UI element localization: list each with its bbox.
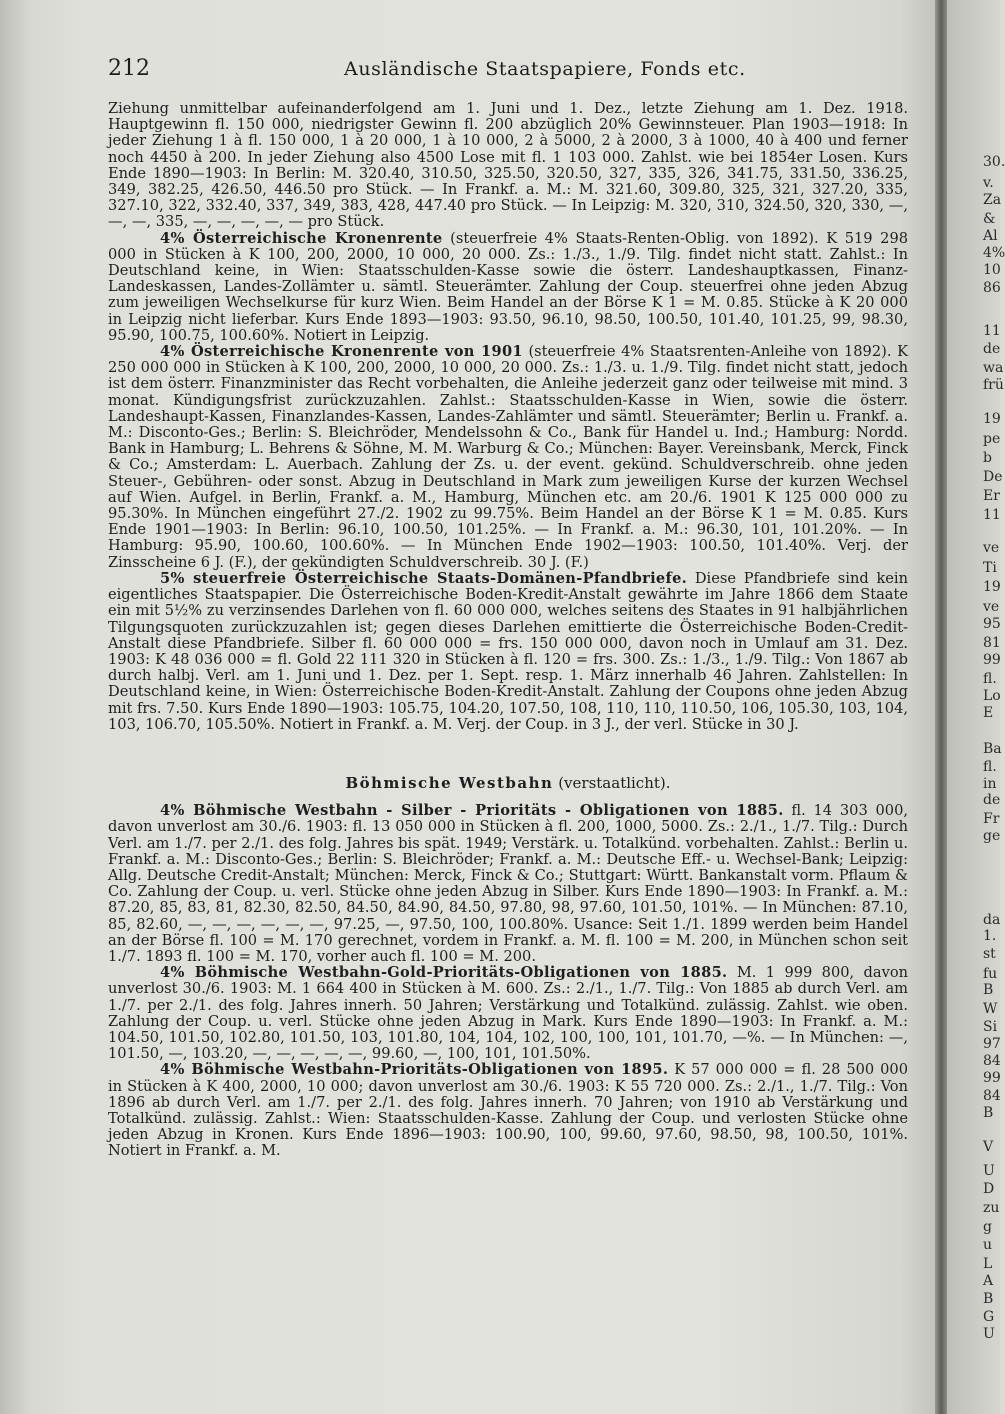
adjacent-page-text: 19 [983,411,1001,427]
adjacent-page-text: B [983,982,994,998]
adjacent-page-text: D [983,1181,995,1197]
entry-paragraph [108,965,908,1062]
adjacent-page-text: Si [983,1019,998,1035]
adjacent-page-text: U [983,1326,995,1342]
adjacent-page-text: 1. [983,928,997,944]
adjacent-page-text: st [983,946,996,962]
adjacent-page-text: Al [983,228,998,244]
adjacent-page-text: 11 [983,507,1001,523]
adjacent-page-text: ve [983,540,1000,556]
adjacent-page-text: v. [983,175,994,191]
page-number: 212 [108,56,150,81]
page-content [108,101,908,1160]
adjacent-page-text: wa [983,360,1004,376]
adjacent-page-text: de [983,792,1001,808]
entry-title: 4% Böhmische Westbahn-Gold-Prioritäts-Obligationen von 1885. [160,964,728,982]
adjacent-page-edge [947,0,1005,1414]
adjacent-page-text: de [983,341,1001,357]
adjacent-page-text: Za [983,192,1002,208]
entry-paragraph [108,101,908,231]
adjacent-page-text: W [983,1001,998,1017]
adjacent-page-text: 99 [983,1070,1001,1086]
adjacent-page-text: 11 [983,323,1001,339]
adjacent-page-text: 19 [983,579,1001,595]
page-header [108,56,908,86]
section-note: (verstaatlicht). [558,773,671,792]
adjacent-page-text: 30. [983,154,1005,170]
adjacent-page-text: zu [983,1200,1000,1216]
entry-paragraph [108,571,908,733]
entry-text: Ziehung unmittelbar aufeinanderfolgend am 1. Juni und 1. Dez., letzte Ziehung am 1. Dez. 1918. Hauptgewinn fl. 150 000, niedrigster Gewinn fl. 200 abzüglich 20% Gewinnsteuer. Plan 1903—1918: In jeder Ziehung 1 à fl. 150 000, 1 à 20 000, 1 à 10 000, 2 à 5000, 2 à 2000, 3 à 1000, 40 à 400 und ferner noch 4450 à 200. In jeder Ziehung also 4500 Lose mit fl. 1 103 000. Zahlst. wie bei 1854er Losen. Kurs Ende 1890—1903: In Berlin: M. 320.40, 310.50, 325.50, 320.50, 327, 335, 326, 341.75, 331.50, 336.25, 349, 382.25, 426.50, 446.50 pro Stück. — In Frankf. a. M.: M. 321.60, 309.80, 325, 321, 327.20, 335, 327.10, 322, 332.40, 337, 349, 383, 428, 447.40 pro Stück. — In Leipzig: M. 320, 310, 324.50, 320, 330, —, —, —, 335, —, —, —, —, — pro Stück. [108,100,908,231]
book-gutter [935,0,947,1414]
section-title: Böhmische Westbahn [345,773,554,792]
adjacent-page-text: B [983,1291,994,1307]
adjacent-page-text: 97 [983,1036,1001,1052]
adjacent-page-text: De [983,469,1003,485]
adjacent-page-text: 84 [983,1088,1001,1104]
entry-paragraph [108,231,908,344]
adjacent-page-text: & [983,211,996,227]
adjacent-page-text: Ti [983,560,997,576]
section-heading [108,775,908,791]
adjacent-page-text: fu [983,966,998,982]
adjacent-page-text: A [983,1273,994,1289]
adjacent-page-text: G [983,1309,995,1325]
adjacent-page-text: B [983,1105,994,1121]
entry-title: 5% steuerfreie Österreichische Staats-Domänen-Pfandbriefe. [160,569,688,587]
adjacent-page-text: 4% [983,245,1005,261]
adjacent-page-text: V [983,1139,994,1155]
adjacent-page-text: ve [983,599,1000,615]
entry-text: K 57 000 000 = fl. 28 500 000 in Stücken à K 400, 2000, 10 000; davon unverlost am 30./6. 1903: K 55 720 000. Zs.: 2./1., 1./7. Tilg.: Von 1896 ab durch Verl. am 1./7. per 2./1. des folg. Jahres innerh. 70 Jahren; von 1910 ab Verstärkung und Totalkünd. zulässig. Zahlst.: Wien: Staatsschulden-Kasse. Zahlung der Coup. und verlosten Stücke ohne jeden Abzug in Kronen. Kurs Ende 1896—1903: 100.90, 100, 99.60, 97.60, 98.50, 98, 100.50, 101%. Notiert in Frankf. a. M. [108,1061,909,1160]
entry-title: 4% Böhmische Westbahn-Prioritäts-Obligationen von 1895. [160,1061,669,1079]
adjacent-page-text: Fr [983,811,1000,827]
adjacent-page-text: fl. [983,671,997,687]
entry-title: 4% Österreichische Kronenrente von 1901 [160,343,523,361]
adjacent-page-text: ge [983,828,1001,844]
entry-title: 4% Böhmische Westbahn - Silber - Prioritäts - Obligationen von 1885. [160,802,784,820]
adjacent-page-text: 10 [983,262,1001,278]
adjacent-page-text: L [983,1256,993,1272]
adjacent-page-text: fl. [983,759,997,775]
entry-title: 4% Österreichische Kronenrente [160,229,443,247]
adjacent-page-text: E [983,705,994,721]
entry-text: (steuerfreie 4% Staats-Renten-Oblig. von 1892). K 519 298 000 in Stücken à K 100, 200, 2000, 10 000, 20 000. Zs.: 1./3., 1./9. Tilg. findet nicht statt. Zahlst.: In Deutschland keine, in Wien: Staatsschulden-Kasse sowie die österr. Landeshauptkassen, Finanz-Landeskassen, Landes-Zollämter u. sämtl. Steuerämter. Zahlung der Coup. steuerfrei ohne jeden Abzug zum jeweiligen Wechselkurse für kurz Wien. Beim Handel an der Börse K 1 = M. 0.85. Stücke à K 20 000 in Leipzig nicht lieferbar. Kurs Ende 1893—1903: 93.50, 96.10, 98.50, 100.50, 101.40, 101.25, 99, 98.30, 95.90, 100.75, 100.60%. Notiert in Leipzig. [108,229,909,344]
adjacent-page-text: da [983,912,1001,928]
adjacent-page-text: Ba [983,741,1002,757]
entry-text: fl. 14 303 000, davon unverlost am 30./6. 1903: fl. 13 050 000 in Stücken à fl. 200, 1000, 5000. Zs.: 2./1., 1./7. Tilg.: Durch Verl. am 1./7. per 2./1. des folg. Jahres bis spät. 1949; Verstärk. u. Totalkünd. vorbehalten. Zahlst.: Berlin u. Frankf. a. M.: Disconto-Ges.; Berlin: S. Bleichröder; Frankf. a. M.: Deutsche Eff.- u. Wechsel-Bank; Leipzig: Allg. Deutsche Credit-Anstalt; München: Merck, Finck & Co.; Stuttgart: Württ. Bankanstalt vorm. Pflaum & Co. Zahlung der Coup. u. verl. Stücke ohne jeden Abzug in Silber. Kurs Ende 1890—1903: In Frankf. a. M.: 87.20, 85, 83, 81, 82.30, 82.50, 84.50, 84.90, 84.50, 97.80, 98, 97.60, 101.50, 101%. — In München: 87.10, 85, 82.60, —, —, —, —, —, —, 97.25, —, 97.50, 100, 100.80%. Usance: Seit 1./1. 1899 werden beim Handel an der Börse fl. 100 = M. 170 gerechnet, vordem in Frankf. a. M. fl. 100 = M. 200, in München schon seit 1./7. 1893 fl. 100 = M. 170, vorher auch fl. 100 = M. 200. [108,802,908,965]
entry-text: Diese Pfandbriefe sind kein eigentliches Staatspapier. Die Österreichische Boden-Kredit-Anstalt gewährte im Jahre 1866 dem Staate ein mit 5½% zu verzinsendes Darlehen von fl. 60 000 000, welches seitens des Staates in 91 halbjährlichen Tilgungsquoten zurückzuzahlen ist; gegen dieses Darlehen emittierte die Österreichische Boden-Credit-Anstalt diese Pfandbriefe. Silber fl. 60 000 000 = frs. 150 000 000, davon noch in Umlauf am 31. Dez. 1903: K 48 036 000 = fl. Gold 22 111 320 in Stücken à fl. 120 = frs. 300. Zs.: 1./3., 1./9. Tilg.: Von 1867 ab durch halbj. Verl. am 1. Juni und 1. Dez. per 1. Sept. resp. 1. März innerhalb 46 Jahren. Zahlstellen: In Deutschland keine, in Wien: Österreichische Boden-Kredit-Anstalt. Zahlung der Coupons ohne jeden Abzug mit frs. 7.50. Kurs Ende 1890—1903: 105.75, 104.20, 107.50, 108, 110, 110, 110.50, 106, 105.30, 103, 104, 103, 106.70, 105.50%. Notiert in Frankf. a. M. Verj. der Coup. in 3 J., der verl. Stücke in 30 J. [108,569,908,733]
entry-paragraph [108,344,908,571]
adjacent-page-text: pe [983,431,1001,447]
adjacent-page-text: 84 [983,1053,1001,1069]
adjacent-page-text: frü [983,377,1004,393]
entry-text: M. 1 999 800, davon unverlost 30./6. 1903: M. 1 664 400 in Stücken à M. 600. Zs.: 2./1., 1./7. Tilg.: Von 1885 ab durch Verl. am 1./7. per 2./1. des folg. Jahres innerh. 50 Jahren; Verstärkung und Totalkünd. zulässig. Zahlst. wie oben. Zahlung der Coup. u. verl. Stücke ohne jeden Abzug in Mark. Kurs Ende 1890—1903: In Frankf. a. M.: 104.50, 101.50, 102.80, 101.50, 103, 101.80, 104, 104, 102, 100, 100, 101, 101.70, —%. — In München: —, 101.50, —, 103.20, —, —, —, —, —, 99.60, —, 100, 101, 101.50%. [108,964,909,1063]
adjacent-page-text: Er [983,488,1000,504]
adjacent-page-text: 95 [983,616,1001,632]
running-title: Ausländische Staatspapiere, Fonds etc. [344,58,746,80]
entry-text: (steuerfreie 4% Staatsrenten-Anleihe von 1892). K 250 000 000 in Stücken à K 100, 200, 2000, 10 000, 20 000. Zs.: 1./3. u. 1./9. Tilg. findet nicht statt, jedoch ist dem österr. Finanzminister das Recht vorbehalten, die Anleihe jederzeit ganz oder teilweise mit mind. 3 monat. Kündigungsfrist zurückzuzahlen. Zahlst.: Staatsschulden-Kasse in Wien, sowie die österr. Landeshaupt-Kassen, Finanzlandes-Kassen, Landes-Zahlämter und sämtl. Steuerämter; Berlin u. Frankf. a. M.: Disconto-Ges.; Berlin: S. Bleichröder, Mendelssohn & Co., Bank für Handel u. Ind.; Hamburg: Nordd. Bank in Hamburg; L. Behrens & Söhne, M. M. Warburg & Co.; München: Bayer. Vereinsbank, Merck, Finck & Co.; Amsterdam: L. Auerbach. Zahlung der Zs. u. der event. gekünd. Schuldverschreib. ohne jeden Steuer-, Gebühren- oder sonst. Abzug in Deutschland in Mark zum jeweiligen Kurse der kurzen Wechsel auf Wien. Aufgel. in Berlin, Frankf. a. M., Hamburg, München etc. am 20./6. 1901 K 125 000 000 zu 95.30%. In München eingeführt 27./2. 1902 zu 99.75%. Beim Handel an der Börse K 1 = M. 0.85. Kurs Ende 1901—1903: In Berlin: 96.10, 100.50, 101.25%. — In Frankf. a. M.: 96.30, 101, 101.20%. — In Hamburg: 95.90, 100.60, 100.60%. — In München Ende 1902—1903: 100.50, 101.40%. Verj. der Zinsscheine 6 J. (F.), der gekündigten Schuldverschreib. 30 J. (F.) [108,343,908,571]
adjacent-page-text: b [983,450,992,466]
adjacent-page-text: 99 [983,652,1001,668]
adjacent-page-text: in [983,776,997,792]
adjacent-page-text: u [983,1237,993,1253]
adjacent-page-text: 81 [983,635,1001,651]
adjacent-page-text: Lo [983,688,1001,704]
adjacent-page-text: g [983,1219,992,1235]
adjacent-page-text: 86 [983,280,1001,296]
entry-paragraph [108,803,908,965]
entry-paragraph [108,1062,908,1159]
adjacent-page-text: U [983,1163,995,1179]
